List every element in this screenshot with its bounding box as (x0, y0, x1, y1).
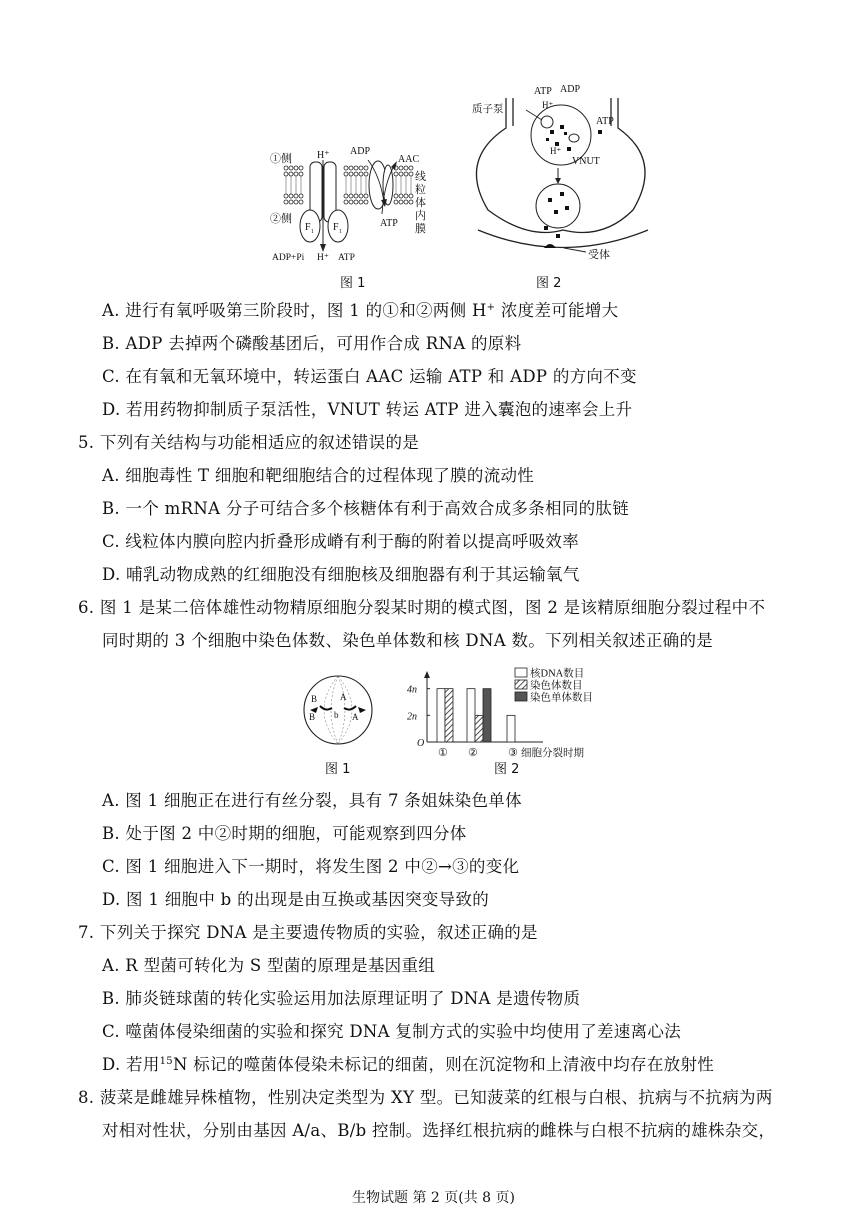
q5-option-d: D. 哺乳动物成熟的红细胞没有细胞核及细胞器有利于其运输氧气 (102, 565, 580, 584)
atp-label: ATP (380, 218, 398, 229)
f1-label-left: F (305, 222, 311, 233)
phospholipid-bilayer (284, 166, 413, 204)
legend-swatch-0 (515, 668, 527, 677)
chart-bars (437, 689, 515, 742)
cell-label-A2: A (352, 712, 359, 722)
bar-染色体数目-1 (475, 715, 483, 742)
q7-option-c: C. 噬菌体侵染细菌的实验和探究 DNA 复制方式的实验中均使用了差速离心法 (102, 1022, 681, 1041)
legend-swatch-1 (515, 680, 527, 689)
q6-stem-line1: 6. 图 1 是某二倍体雄性动物精原细胞分裂某时期的模式图，图 2 是该精原细胞分裂过程中不 (78, 598, 766, 617)
vnut-label: VNUT (572, 156, 600, 167)
adp-pi-label: ADP+Pi (272, 253, 305, 263)
q6-option-d: D. 图 1 细胞中 b 的出现是由互换或基因突变导致的 (102, 890, 490, 909)
q7-option-d: D. 若用$^{15}$N 标记的噬菌体侵染未标记的细菌，则在沉淀物和上清液中均存在放射性 (102, 1055, 715, 1074)
x-axis-label: 细胞分裂时期 (521, 748, 584, 759)
y-tick-label: 2n (407, 711, 417, 723)
q6-figure-1-cell (300, 672, 380, 752)
q5-option-a: A. 细胞毒性 T 细胞和靶细胞结合的过程体现了膜的流动性 (102, 466, 535, 485)
figure-1-caption: 图 1 (340, 276, 366, 291)
bar-核DNA数目-1 (467, 689, 475, 742)
q6-figure-2-caption: 图 2 (494, 762, 520, 777)
page-footer: 生物试题 第 2 页(共 8 页) (352, 1190, 515, 1206)
legend-swatch-2 (515, 692, 527, 701)
membrane-vertical-label (415, 169, 426, 235)
svg-text:线: 线 (415, 171, 426, 183)
adp-label: ADP (350, 146, 371, 157)
q6-figure-1-caption: 图 1 (325, 762, 351, 777)
bar-核DNA数目-2 (507, 715, 515, 742)
atp2-label: ATP (596, 116, 614, 127)
svg-text:内: 内 (415, 210, 426, 222)
q4-option-a: A. 进行有氧呼吸第三阶段时，图 1 的①和②两侧 H+ 浓度差可能增大 (102, 301, 619, 320)
x-tick-label: ③ (508, 747, 518, 759)
q6-stem-line2: 同时期的 3 个细胞中染色体数、染色单体数和核 DNA 数。下列相关叙述正确的是 (102, 631, 714, 650)
f1-label-right: F (333, 222, 339, 233)
membrane-diagram (262, 140, 442, 270)
q4-option-c: C. 在有氧和无氧环境中，转运蛋白 AAC 运输 ATP 和 ADP 的方向不变 (102, 367, 637, 386)
cell-label-B2: B (309, 712, 316, 722)
q8-stem-line2: 对相对性状，分别由基因 A/a、B/b 控制。选择红根抗病的雌株与白根不抗病的雄株杂交， (102, 1121, 776, 1140)
f1-sub-left: 1 (311, 229, 314, 235)
q5-stem: 5. 下列有关结构与功能相适应的叙述错误的是 (78, 433, 420, 452)
q5-option-b: B. 一个 mRNA 分子可结合多个核糖体有利于高效合成多条相同的肽链 (102, 499, 630, 518)
figure-1-membrane (262, 140, 442, 270)
q4-option-d: D. 若用药物抑制质子泵活性，VNUT 转运 ATP 进入囊泡的速率会上升 (102, 400, 633, 419)
bar-核DNA数目-0 (437, 689, 445, 742)
receptor-shape (544, 244, 556, 248)
atp1-label: ATP (534, 86, 552, 97)
cell-label-A1: A (340, 692, 347, 702)
figure-2-synapse (468, 80, 658, 270)
svg-text:粒: 粒 (415, 184, 426, 196)
cell-label-B1: B (311, 694, 318, 704)
x-tick-label: ② (468, 747, 478, 759)
atp-bottom-label: ATP (338, 253, 355, 263)
svg-text:体: 体 (415, 197, 426, 209)
q4-option-b: B. ADP 去掉两个磷酸基团后，可用作合成 RNA 的原料 (102, 334, 522, 353)
side-2-label: ②侧 (270, 213, 292, 225)
h-top-label: H⁺ (317, 150, 330, 161)
q7-stem: 7. 下列关于探究 DNA 是主要遗传物质的实验，叙述正确的是 (78, 923, 538, 942)
x-tick-label: ① (438, 747, 448, 759)
vesicle-bottom (536, 184, 580, 228)
y-tick-label: 4n (407, 684, 417, 696)
y-axis-arrow (424, 671, 430, 678)
aac-label: AAC (398, 154, 420, 165)
cell-diagram (300, 672, 380, 752)
side-1-label: ①侧 (270, 153, 292, 165)
q7-option-a: A. R 型菌可转化为 S 型菌的原理是基因重组 (102, 956, 436, 975)
vnut-transporter (569, 134, 579, 142)
svg-text:膜: 膜 (415, 223, 426, 235)
q7-option-b: B. 肺炎链球菌的转化实验运用加法原理证明了 DNA 是遗传物质 (102, 989, 581, 1008)
chart-legend (515, 667, 593, 704)
q6-option-a: A. 图 1 细胞正在进行有丝分裂，具有 7 条姐妹染色单体 (102, 791, 522, 810)
q6-option-c: C. 图 1 细胞进入下一期时，将发生图 2 中②→③的变化 (102, 857, 520, 876)
legend-label-0: 核DNA数目 (530, 668, 585, 680)
q6-option-b: B. 处于图 2 中②时期的细胞，可能观察到四分体 (102, 824, 467, 843)
bar-染色体数目-0 (445, 689, 453, 742)
h-plus1-label: H⁺ (542, 100, 554, 110)
cell-label-b: b (334, 710, 339, 720)
q6-figure-2-chart (405, 664, 645, 759)
figure-2-caption: 图 2 (536, 276, 562, 291)
synapse-diagram (468, 80, 658, 270)
bar-chart (405, 664, 645, 759)
f1-sub-right: 1 (339, 229, 342, 235)
q8-stem-line1: 8. 菠菜是雌雄异株植物，性别决定类型为 XY 型。已知菠菜的红根与白根、抗病与不抗病为两 (78, 1088, 773, 1107)
bar-染色单体数目-1 (483, 689, 491, 742)
adp1-label: ADP (560, 84, 581, 95)
legend-label-1: 染色体数目 (530, 680, 583, 692)
q5-option-c: C. 线粒体内膜向腔内折叠形成嵴有利于酶的附着以提高呼吸效率 (102, 532, 580, 551)
receptor-label: 受体 (588, 249, 610, 261)
proton-pump (541, 116, 553, 128)
proton-pump-label: 质子泵 (472, 104, 504, 115)
h-bottom-label: H⁺ (317, 253, 329, 263)
h-plus2-label: H⁺ (550, 146, 562, 156)
legend-label-2: 染色单体数目 (530, 692, 593, 704)
origin-label: O (417, 738, 425, 749)
